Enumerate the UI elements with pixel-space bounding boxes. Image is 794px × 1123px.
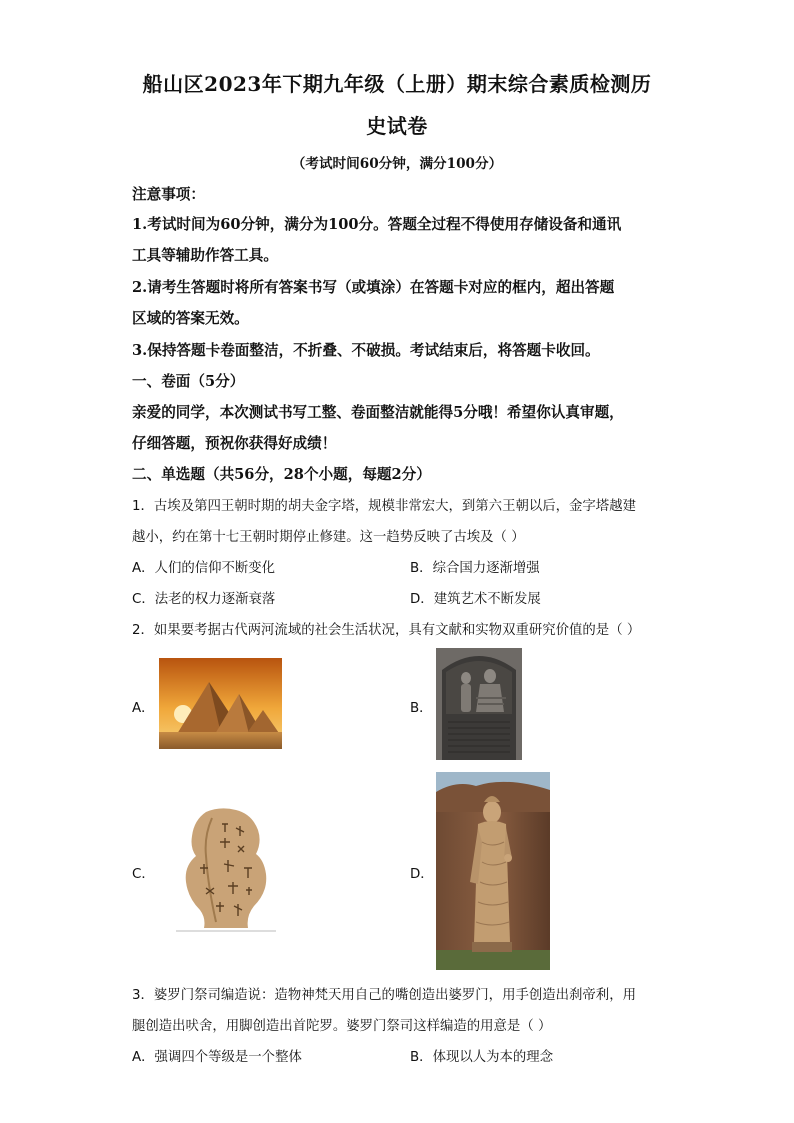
q1-option-c: C．法老的权力逐渐衰落 [132,592,276,607]
q1-option-a: A．人们的信仰不断变化 [132,561,276,576]
notice-line: 区域的答案无效。 [132,310,249,327]
section1-line: 仔细答题，预祝你获得好成绩！ [132,435,337,452]
q1-option-b: B．综合国力逐渐增强 [410,561,540,576]
q3-stem-line: 3．婆罗门祭司编造说：造物神梵天用自己的嘴创造出婆罗门，用手创造出刹帝利，用 [132,988,636,1003]
q2-label-b: B． [410,701,433,716]
q2-label-d: D． [410,867,434,882]
q3-option-b: B．体现以人为本的理念 [410,1050,554,1065]
q1-option-d: D．建筑艺术不断发展 [410,592,541,607]
q2-label-a: A． [132,701,155,716]
notice-line: 2.请考生答题时将所有答案书写（或填涂）在答题卡对应的框内，超出答题 [132,279,615,296]
q3-stem-line: 腿创造出吠舍，用脚创造出首陀罗。婆罗门祭司这样编造的用意是（ ） [132,1019,552,1034]
notice-line: 1.考试时间为60分钟，满分为100分。答题全过程不得使用存储设备和通讯 [132,216,622,233]
notice-heading: 注意事项： [132,186,205,203]
q1-stem-line: 越小，约在第十七王朝时期停止修建。这一趋势反映了古埃及（ ） [132,530,525,545]
q2-label-c: C． [132,867,155,882]
section2-heading: 二、单选题（共56分，28个小题，每题2分） [132,466,431,483]
hammurabi-stele-image [436,648,522,760]
q3-option-a: A．强调四个等级是一个整体 [132,1050,302,1065]
q2-stem: 2．如果要考据古代两河流域的社会生活状况，具有文献和实物双重研究价值的是（ ） [132,623,641,638]
oracle-bone-image [176,806,276,932]
exam-title-line2: 史试卷 [366,114,428,138]
notice-line: 3.保持答题卡卷面整洁，不折叠、不破损。考试结束后，将答题卡收回。 [132,342,600,359]
exam-info: （考试时间60分钟，满分100分） [291,156,503,172]
q1-stem-line: 1．古埃及第四王朝时期的胡夫金字塔，规模非常宏大，到第六王朝以后，金字塔越建 [132,499,636,514]
pyramids-image [159,658,282,749]
exam-title-line1: 船山区2023年下期九年级（上册）期末综合素质检测历 [142,72,652,96]
notice-line: 工具等辅助作答工具。 [132,247,278,264]
section1-line: 亲爱的同学，本次测试书写工整、卷面整洁就能得5分哦！希望你认真审题， [132,404,624,421]
standing-buddha-image [436,772,550,970]
section1-heading: 一、卷面（5分） [132,373,245,390]
